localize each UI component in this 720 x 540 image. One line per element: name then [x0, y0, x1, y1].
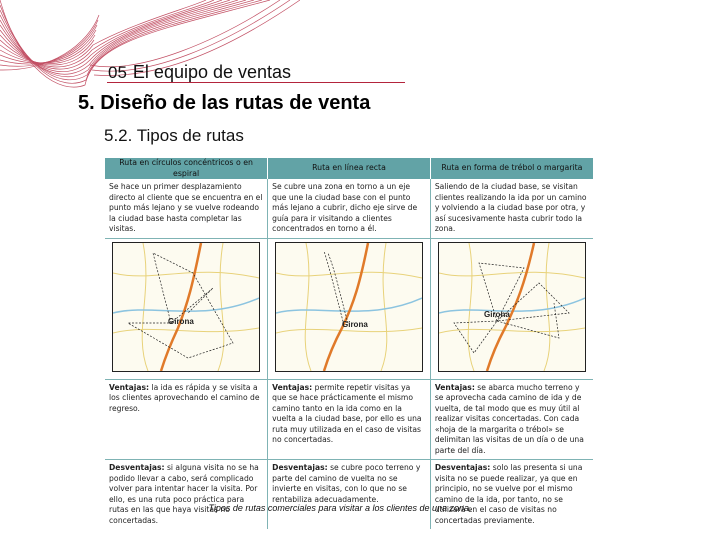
- advantages-text: permite repetir visitas ya que se hace prácticamente el mismo camino tanto en la ida como en la vuelta a la ciudad base, por ello es una ruta muy utilizada en el caso de visitas no concertadas.: [272, 382, 422, 444]
- clover-route-map: [438, 242, 586, 372]
- advantages-label: Ventajas:: [272, 382, 313, 392]
- column-header: Ruta en círculos concéntricos o en espiral: [105, 158, 268, 179]
- column-header: Ruta en forma de trébol o margarita: [430, 158, 593, 179]
- spiral-route-map: [112, 242, 260, 372]
- section-title: 5. Diseño de las rutas de venta: [78, 92, 371, 114]
- advantages-row: [105, 379, 593, 460]
- disadvantages-label: Desventajas:: [434, 463, 491, 472]
- disadvantages-text: se cubre poco terreno y parte del camino de vuelta no se invierte en visitas, con lo que no se rentabiliza adecuadamente.: [272, 463, 421, 504]
- description-cell: Se hace un primer desplazamiento directo al cliente que se encuentra en el punto más lejano y se vuelve rodeando la ciudad base hasta completar las visitas.: [105, 179, 268, 238]
- advantages-text: la ida es rápida y se visita a los clientes aprovechando el camino de regreso.: [109, 382, 260, 413]
- figure-caption: Tipos de rutas comerciales para visitar a los clientes de una zona.: [208, 503, 472, 513]
- chapter-number: 05: [108, 63, 127, 82]
- chapter-underline: [107, 82, 405, 83]
- maps-row: [105, 238, 593, 379]
- disadvantages-cell: [268, 460, 431, 530]
- advantages-label: Ventajas:: [109, 382, 150, 392]
- map-city-label: Girona: [341, 319, 368, 329]
- disadvantages-text: solo las presenta si una visita no se puede realizar, ya que en principio, no se vuelve por el mismo camino de la ida, por tanto, no se utilizará en el caso de visitas no concertadas previamente.: [434, 463, 583, 525]
- disadvantages-label: Desventajas:: [272, 463, 328, 472]
- map-cell: [430, 238, 593, 379]
- advantages-cell: [430, 379, 593, 460]
- route-types-table: [105, 158, 593, 529]
- map-city-label: Girona: [483, 309, 510, 319]
- disadvantages-cell: [430, 460, 593, 530]
- map-cell: [105, 238, 268, 379]
- table-header-row: [105, 158, 593, 179]
- chapter-heading: [108, 62, 291, 83]
- description-cell: Saliendo de la ciudad base, se visitan clientes realizando la ida por un camino y volviendo a la ciudad base por otra, y así sucesivamente hasta cubrir todo la zona.: [430, 179, 593, 238]
- description-row: [105, 179, 593, 238]
- disadvantages-text: si alguna visita no se ha podido llevar a cabo, será complicado volver para intentar hacer la visita. Por ello, es una ruta poco práctica para rutas en las que haya visitas no concertadas.: [109, 463, 259, 525]
- subsection-title: 5.2. Tipos de rutas: [104, 126, 244, 145]
- description-cell: Se cubre una zona en torno a un eje que une la ciudad base con el punto más lejano a cubrir, dicho eje sirve de guía para ir visitando a clientes concentrados en torno a él.: [268, 179, 431, 238]
- disadvantages-row: [105, 460, 593, 530]
- advantages-cell: [105, 379, 268, 460]
- advantages-text: se abarca mucho terreno y se aprovecha cada camino de ida y de vuelta, de tal modo que es muy útil al realizar visitas concertadas. Con cada «hoja de la margarita o trébol» se delimitan las visitas de un día o de una parte del día.: [434, 382, 584, 455]
- advantages-label: Ventajas:: [434, 382, 475, 392]
- advantages-cell: [268, 379, 431, 460]
- column-header: Ruta en línea recta: [268, 158, 431, 179]
- map-city-label: Girona: [168, 316, 194, 326]
- chapter-title: El equipo de ventas: [132, 62, 292, 82]
- disadvantages-cell: [105, 460, 268, 530]
- disadvantages-label: Desventajas:: [109, 463, 165, 472]
- map-cell: [268, 238, 431, 379]
- straight-route-map: [275, 242, 423, 372]
